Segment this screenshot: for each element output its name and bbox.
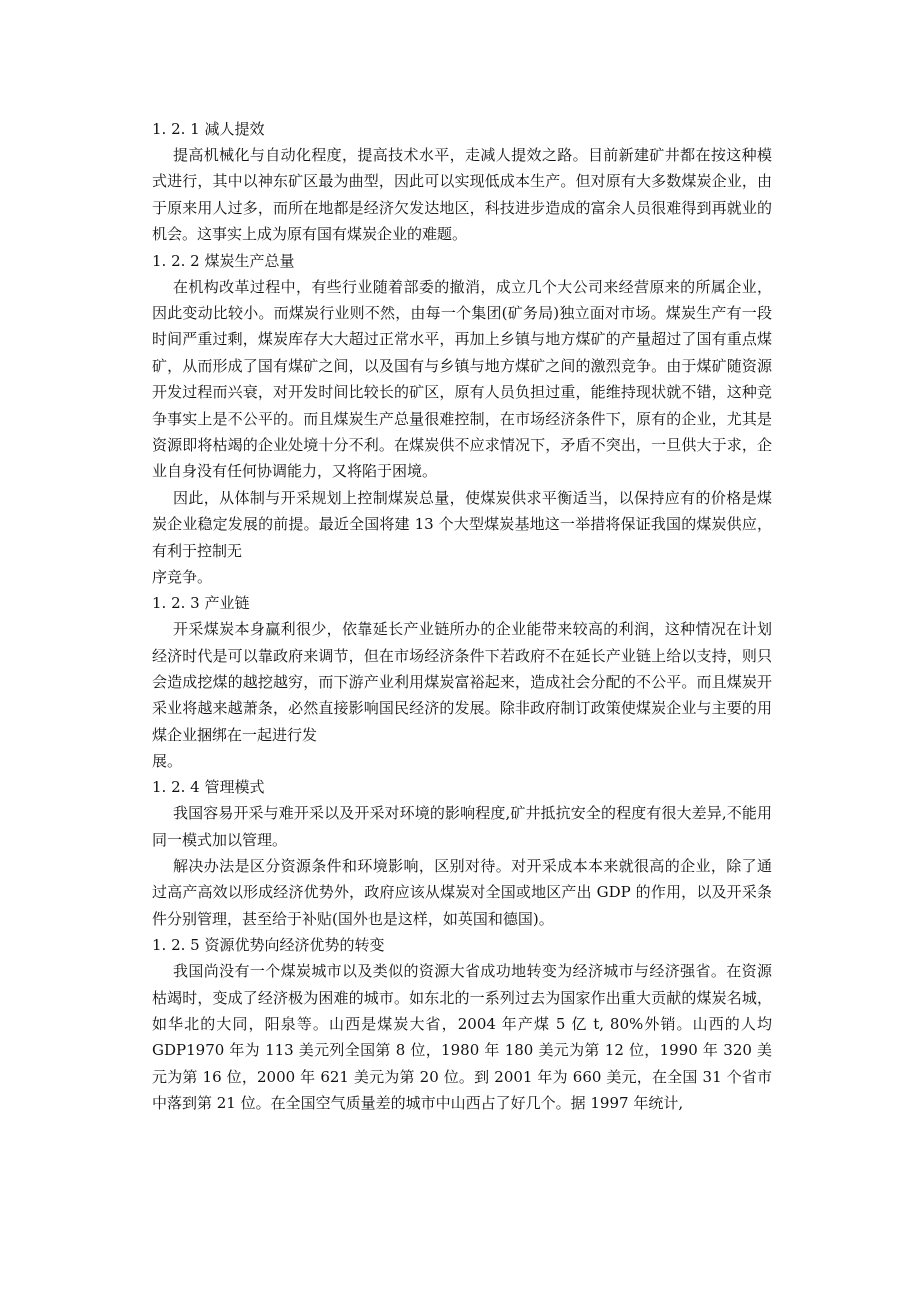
section-heading-1-2-3: 1. 2. 3 产业链: [152, 594, 250, 613]
paragraph-1-2-1: [152, 142, 772, 248]
section-heading-1-2-4: 1. 2. 4 管理模式: [152, 778, 265, 797]
paragraph-text: 提高机械化与自动化程度，提高技术水平，走减人提效之路。目前新建矿井都在按这种模式进行，其中以神东矿区最为曲型，因此可以实现低成本生产。但对原有大多数煤炭企业，由于原来用人过多，而所在地都是经济欠发达地区，科技进步造成的富余人员很难得到再就业的机会。这事实上成为原有国有煤炭企业的难题。: [152, 146, 772, 244]
section-heading-1-2-2: 1. 2. 2 煤炭生产总量: [152, 251, 295, 270]
paragraph-text: 我国尚没有一个煤炭城市以及类似的资源大省成功地转变为经济城市与经济强省。在资源枯竭时，变成了经济极为困难的城市。如东北的一系列过去为国家作出重大贡献的煤炭名城，如华北的大同，阳泉等。山西是煤炭大省，2004 年产煤 5 亿 t, 80%外销。山西的人均 GDP1970 年为 113 美元列全国第 8 位，1980 年 180 美元为第 12 位，1990 年 320 美元为第 16 位，2000 年 621 美元为第 20 位。到 2001 年为 660 美元，在全国 31 个省市中落到第 21 位。在全国空气质量差的城市中山西占了好几个。据 1997 年统计,: [152, 962, 772, 1113]
paragraph-1-2-4-a: [152, 800, 772, 853]
paragraph-1-2-4-b: [152, 853, 772, 932]
paragraph-text: 开采煤炭本身赢利很少，依靠延长产业链所办的企业能带来较高的利润，这种情况在计划经济时代是可以靠政府来调节，但在市场经济条件下若政府不在延长产业链上给以支持，则只会造成挖煤的越挖越穷，而下游产业利用煤炭富裕起来，造成社会分配的不公平。而且煤炭开采业将越来越萧条，必然直接影响国民经济的发展。除非政府制订政策使煤炭企业与主要的用煤企业捆绑在一起进行发: [152, 620, 772, 744]
paragraph-1-2-2-a: [152, 274, 772, 485]
paragraph-text: 解决办法是区分资源条件和环境影响，区别对待。对开采成本本来就很高的企业，除了通过高产高效以形成经济优势外，政府应该从煤炭对全国或地区产出 GDP 的作用，以及开采条件分别管理，甚至给于补贴(国外也是这样，如英国和德国)。: [152, 856, 772, 928]
paragraph-1-2-2-b: [152, 485, 772, 564]
paragraph-1-2-5: [152, 958, 772, 1116]
paragraph-continuation: 序竞争。: [152, 568, 213, 587]
section-heading-1-2-5: 1. 2. 5 资源优势向经济优势的转变: [152, 936, 385, 955]
section-heading-1-2-1: 1. 2. 1 减人提效: [152, 120, 265, 138]
paragraph-text: 我国容易开采与难开采以及开采对环境的影响程度,矿井抵抗安全的程度有很大差异,不能用同一模式加以管理。: [152, 804, 772, 849]
paragraph-text: 在机构改革过程中，有些行业随着部委的撤消，成立几个大公司来经营原来的所属企业，因此变动比较小。而煤炭行业则不然，由每一个集团(矿务局)独立面对市场。煤炭生产有一段时间严重过剩，煤炭库存大大超过正常水平，再加上乡镇与地方煤矿的产量超过了国有重点煤矿，从而形成了国有煤矿之间，以及国有与乡镇与地方煤矿之间的激烈竞争。由于煤矿随资源开发过程而兴衰，对开发时间比较长的矿区，原有人员负担过重，能维持现状就不错，这种竞争事实上是不公平的。而且煤炭生产总量很难控制，在市场经济条件下，原有的企业，尤其是资源即将枯竭的企业处境十分不利。在煤炭供不应求情况下，矛盾不突出，一旦供大于求，企业自身没有任何协调能力，又将陷于困境。: [152, 277, 772, 481]
paragraph-text: 因此，从体制与开采规划上控制煤炭总量，使煤炭供求平衡适当，以保持应有的价格是煤炭企业稳定发展的前提。最近全国将建 13 个大型煤炭基地这一举措将保证我国的煤炭供应，有利于控制无: [152, 488, 772, 560]
paragraph-continuation: 展。: [152, 752, 183, 771]
paragraph-1-2-3: [152, 616, 772, 748]
document-page: [152, 116, 772, 1117]
